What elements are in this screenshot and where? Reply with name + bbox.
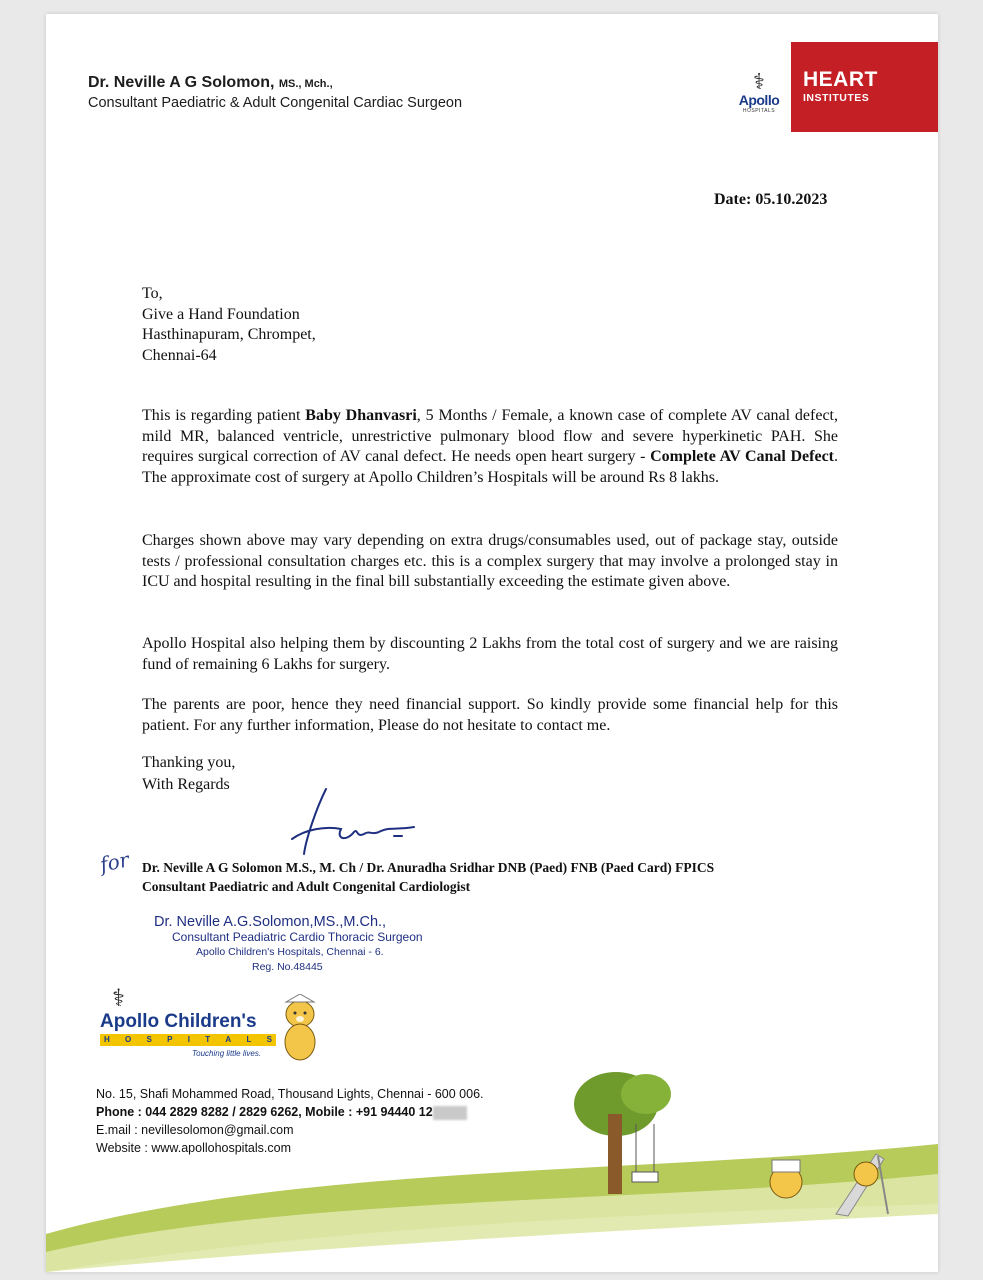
footer-phone [96,1105,467,1120]
doctor-name-text: Dr. Neville A G Solomon, [88,74,275,91]
stamp-line-1: Dr. Neville A.G.Solomon,MS.,M.Ch., [154,914,387,930]
p1-text-2: , 5 Months / Female, a known case of complete AV canal defect, mild MR, balanced ventricle, unrestrictive pulmonary blood flow and severe hyperkinetic PAH. She requires surgical correction of AV canal defect. He needs open heart surgery - [142,407,838,465]
stamp-line-2: Consultant Peadiatric Cardio Thoracic Surgeon [172,930,423,944]
playground-illustration [566,1064,896,1224]
paragraph-charges: Charges shown above may vary depending on extra drugs/consumables used, out of package stay, outside tests / professional consultation charges etc. this is a complex surgery that may involve a prolonged stay in ICU and hospital resulting in the final bill substantially exceeding the estimate given above. [142,532,838,590]
doctor-name [88,74,333,92]
footer-address: No. 15, Shafi Mohammed Road, Thousand Lights, Chennai - 600 006. [96,1087,484,1101]
address-line-3: Chennai-64 [142,346,217,364]
redacted-digits [433,1106,467,1120]
apollo-heart-logo [719,42,938,132]
band-letter: P [167,1035,173,1044]
band-letter: A [225,1035,232,1044]
childrens-logo-name: Apollo Children's [100,1011,257,1032]
paragraph-request: The parents are poor, hence they need financial support. So kindly provide some financial help for this patient. For any further information, Please do not hesitate to contact me. [142,696,838,734]
closing-line-2: With Regards [142,775,230,793]
address-to: To, [142,285,163,302]
teddy-mascot-icon [278,994,322,1064]
address-line-2: Hasthinapuram, Chrompet, [142,326,316,343]
band-letter: S [266,1035,272,1044]
closing-line-1: Thanking you, [142,754,236,771]
apollo-childrens-mark-icon: ⚕ [112,986,125,1012]
band-letter: H [104,1035,110,1044]
band-letter: T [205,1035,211,1044]
apollo-logo-sub: HOSPITALS [742,108,776,114]
footer-website: Website : www.apollohospitals.com [96,1141,291,1155]
stamp-line-3: Apollo Children's Hospitals, Chennai - 6. [196,946,384,958]
p1-text-1: This is regarding patient [142,407,306,424]
patient-name: Baby Dhanvasri [305,407,417,424]
signatory-names: Dr. Neville A G Solomon M.S., M. Ch / Dr. Anuradha Sridhar DNB (Paed) FNB (Paed Card) FPICS [142,860,715,875]
paragraph-patient-details [142,406,838,488]
childrens-logo-band [100,1034,276,1046]
band-letter: O [125,1035,132,1044]
doctor-degrees: MS., Mch., [278,78,333,90]
handwritten-signature [286,784,426,864]
signatory-title: Consultant Paediatric and Adult Congenital Cardiologist [142,879,471,894]
stamp-line-4: Reg. No.48445 [252,961,323,973]
apollo-logo-word: Apollo [738,92,780,108]
band-letter: S [146,1035,152,1044]
footer-phone-text: Phone : 044 2829 8282 / 2829 6262, Mobile : +91 94440 12 [96,1105,433,1119]
heart-institutes-banner [791,42,938,132]
band-letter: L [246,1035,252,1044]
p1-text-3: . The approximate cost of surgery at Apollo Children’s Hospitals will be around Rs 8 lakhs. [142,448,838,486]
apollo-mark-icon: ⚕ [753,69,765,94]
procedure-name: Complete AV Canal Defect [650,448,834,465]
for-note: for [97,847,132,877]
childrens-logo-tagline: Touching little lives. [192,1049,262,1058]
heart-label: HEART [803,68,878,91]
paragraph-discount: Apollo Hospital also helping them by discounting 2 Lakhs from the total cost of surgery and we are raising fund of remaining 6 Lakhs for surgery. [142,635,838,673]
apollo-logo [729,69,789,114]
letter-page [46,14,938,1272]
institutes-label: INSTITUTES [803,92,870,104]
doctor-title: Consultant Paediatric & Adult Congenital Cardiac Surgeon [88,95,463,111]
letter-date: Date: 05.10.2023 [714,191,828,208]
band-letter: I [187,1035,190,1044]
closing [142,752,235,795]
recipient-address [142,284,316,366]
footer-email: E.mail : nevillesolomon@gmail.com [96,1123,294,1137]
address-line-1: Give a Hand Foundation [142,305,300,323]
